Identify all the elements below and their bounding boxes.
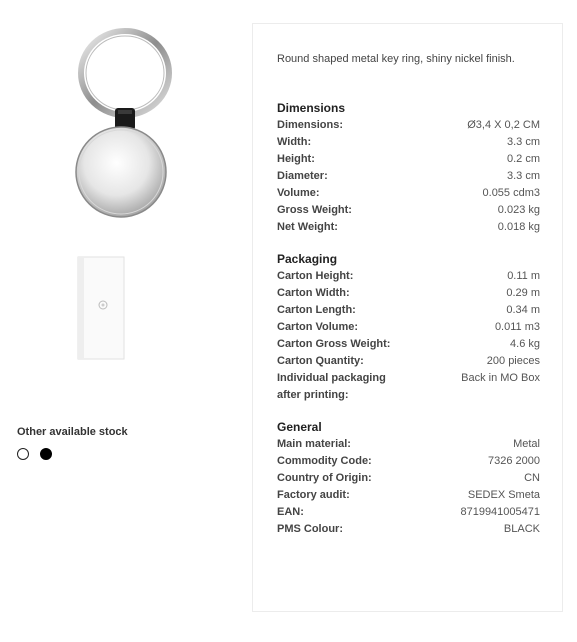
spec-row [277,436,540,453]
black-swatch[interactable] [40,448,52,460]
spec-row [277,202,540,219]
spec-value: 0.29 m [506,287,540,299]
spec-row [277,353,540,370]
spec-row [277,319,540,336]
packaging-title: Packaging [277,252,338,266]
spec-value: 0.011 m3 [494,321,540,333]
spec-row [277,470,540,487]
spec-value: 8719941005471 [460,506,540,518]
spec-value: 0.018 kg [497,221,540,233]
spec-value: 0.34 m [506,304,540,316]
spec-key: Commodity Code: [277,455,372,467]
spec-row [277,336,540,353]
spec-row [277,521,540,538]
spec-key: Width: [277,136,312,148]
other-stock-label: Other available stock [17,426,128,438]
color-swatches [17,448,52,460]
spec-key: Factory audit: [277,489,350,501]
spec-key: Main material: [277,438,351,450]
spec-value: Metal [513,438,540,450]
gift-box-image[interactable] [74,255,128,361]
spec-key: PMS Colour: [277,523,343,535]
spec-row [277,168,540,185]
spec-value: 0.023 kg [497,204,540,216]
spec-row [277,185,540,202]
packaging-section [277,250,540,404]
spec-key: Carton Length: [277,304,356,316]
spec-value: 200 pieces [486,355,540,367]
spec-value: 0.11 m [507,270,540,282]
spec-row [277,504,540,521]
spec-key: Carton Height: [277,270,354,282]
spec-value: 7326 2000 [488,455,540,467]
spec-key: Carton Quantity: [277,355,364,367]
spec-row [277,370,540,404]
white-swatch[interactable] [17,448,29,460]
spec-key: Net Weight: [277,221,338,233]
spec-key: Carton Gross Weight: [277,338,391,350]
spec-value: 3.3 cm [506,136,540,148]
spec-key: Individual packaging after printing: [277,372,386,401]
spec-row [277,285,540,302]
dimensions-title: Dimensions [277,101,346,115]
spec-value: SEDEX Smeta [467,489,540,501]
spec-value: CN [524,472,540,484]
spec-row [277,453,540,470]
spec-value: 3.3 cm [506,170,540,182]
spec-key: Country of Origin: [277,472,372,484]
keyring-product-image[interactable] [70,25,180,235]
spec-value: Back in MO Box [461,372,540,384]
product-gallery [0,0,250,642]
spec-key: Carton Width: [277,287,350,299]
spec-key: Carton Volume: [277,321,359,333]
spec-key: Gross Weight: [277,204,352,216]
spec-key: Height: [277,153,315,165]
product-description: Round shaped metal key ring, shiny nickel finish. [277,53,515,65]
spec-key: Dimensions: [277,119,344,131]
spec-value: 0.2 cm [506,153,540,165]
spec-value: Ø3,4 X 0,2 CM [467,119,540,131]
spec-value: BLACK [503,523,540,535]
spec-row [277,117,540,134]
general-section [277,418,540,538]
spec-value: 0.055 cdm3 [482,187,540,199]
spec-row [277,487,540,504]
spec-key: Diameter: [277,170,328,182]
spec-row [277,151,540,168]
spec-key: Volume: [277,187,320,199]
spec-row [277,268,540,285]
dimensions-section [277,99,540,236]
general-title: General [277,420,322,434]
spec-row [277,219,540,236]
spec-key: EAN: [277,506,304,518]
spec-value: 4.6 kg [510,338,540,350]
product-details-panel [252,23,563,612]
spec-row [277,134,540,151]
spec-row [277,302,540,319]
